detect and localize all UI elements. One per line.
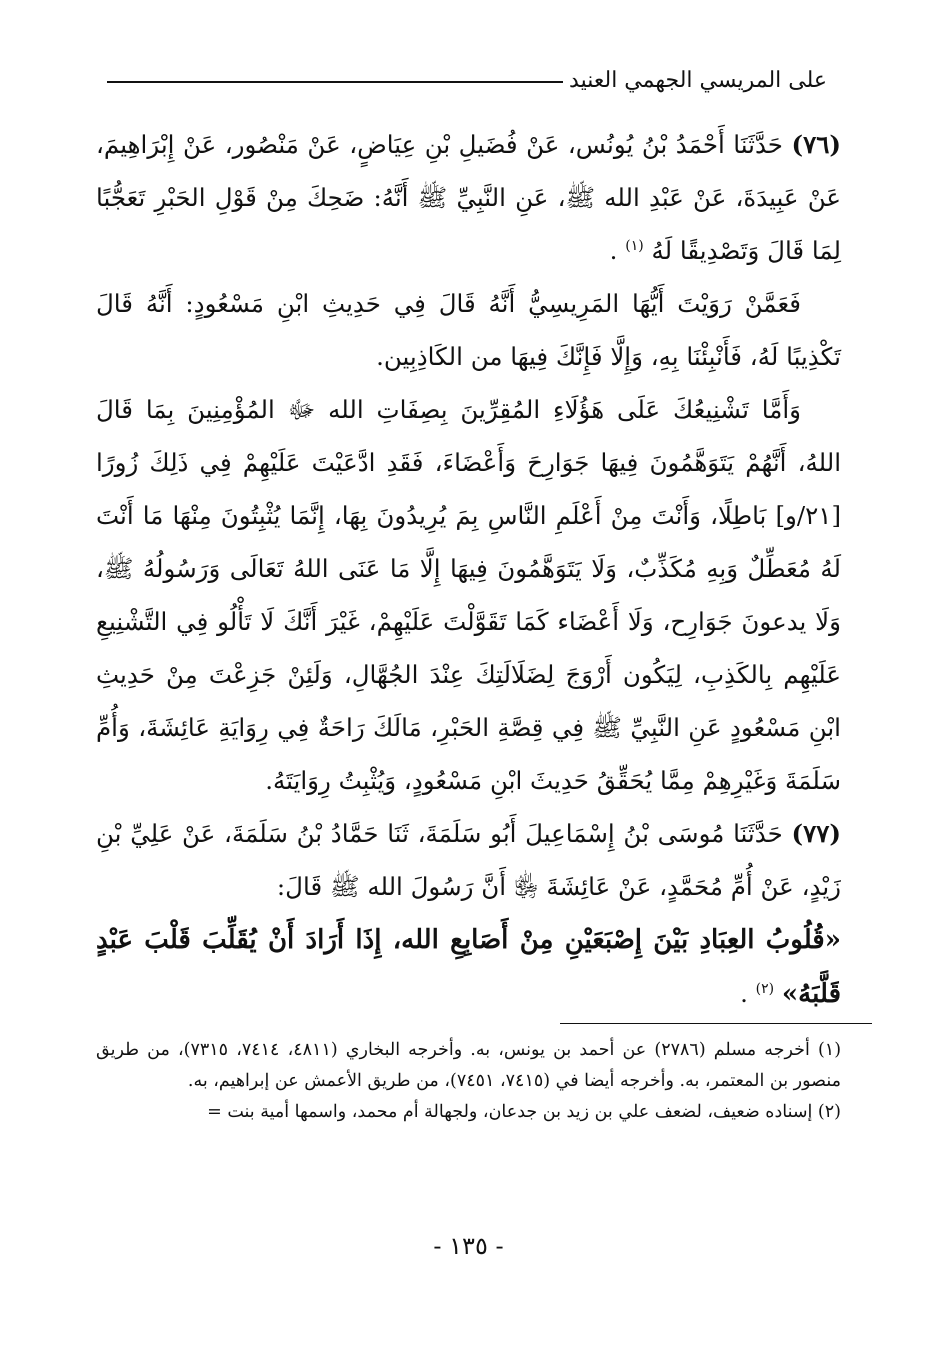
footnotes-block [96, 1035, 841, 1128]
footnote-1: (١) أخرجه مسلم (٢٧٨٦) عن أحمد بن يونس، به. وأخرجه البخاري (٤٨١١، ٧٤١٤، ٧٣١٥)، من طريق منصور بن المعتمر، به. وأخرجه أيضا في (٧٤١٥، ٧٤٥١)، من طريق الأعمش عن إبراهيم، به. [96, 1040, 842, 1091]
sentence-end: . [740, 979, 748, 1008]
footnote-separator [560, 1023, 872, 1024]
hadith-text: حَدَّثَنَا أَحْمَدُ بْنُ يُونُس، عَنْ فُضَيلِ بْنِ عِيَاضٍ، عَنْ مَنْصُور، عَنْ إِبْرَاهِيمَ، عَنْ عَبِيدَةَ، عَنْ عَبْدِ الله ﷺ، عَنِ النَّبِيِّ ﷺ أَنَّهُ: ضَحِكَ مِنْ قَوْلِ الحَبْرِ تَعَجُّبًا لِمَا قَالَ وَتَصْدِيقًا لَهُ [96, 130, 841, 265]
footnote-ref[interactable]: (١) [625, 237, 644, 254]
sentence-end: . [609, 236, 618, 265]
paragraph-text: فَعَمَّنْ رَوَيْتَ أَيُّهَا المَرِيسِيُّ أَنَّهُ قَالَ فِي حَدِيثِ ابْنِ مَسْعُودٍ: أَنَّهُ قَالَ تَكْذِيبًا لَهُ، فَأَنْبِئْنَا بِهِ، وَإِلَّا فَإِنَّكَ فِيهَا من الكَاذِبِين. [96, 289, 841, 371]
paragraph-text: وَأَمَّا تَشْنِيعُكَ عَلَى هَؤُلَاءِ المُقِرِّينَ بِصِفَاتِ الله ﷻ المُؤْمِنِينَ بِمَا قَالَ اللهُ، أَنَّهُمْ يَتَوَهَّمُونَ فِيهَا جَوَارِحَ وَأَعْضَاءَ، فَقَدِ ادَّعَيْتَ عَلَيْهِمْ فِي ذَلِكَ زُورًا [٢١/و] بَاطِلًا، وَأَنْتَ مِنْ أَعْلَمِ النَّاسِ بِمَ يُرِيدُونَ بِهَا، إِنَّمَا يُثْبِتُونَ مِنْهَا مَا أَنْتَ لَهُ مُعَطِّلٌ وَبِهِ مُكَذِّبٌ، وَلَا يَتَوَهَّمُونَ فِيهَا إِلَّا مَا عَنَى اللهُ تَعَالَى وَرَسُولُهُ ﷺ، وَلَا يدعونَ جَوَارِح، وَلَا أَعْضَاء كَمَا تَقَوَّلْتَ عَلَيْهِمْ، غَيْرَ أَنَّكَ لَا تَأْلُو فِي التَّشْنِيعِ عَلَيْهِم بِالكَذِبِ، لِيَكُون أَرْوَجَ لِضَلَالَتِكَ عِنْدَ الجُهَّالِ، وَلَئِنْ جَزِعْتَ مِنْ حَدِيثِ ابْنِ مَسْعُودٍ عَنِ النَّبِيِّ ﷺ فِي قِصَّةِ الحَبْرِ، مَالَكَ رَاحَةٌ فِي رِوَايَةِ عَائِشَةَ، وَأُمِّ سَلَمَةَ وَغَيْرِهِمْ مِمَّا يُحَقِّقُ حَدِيثَ ابْنِ مَسْعُودٍ، وَيُثْبِتُ رِوَايَتَهُ. [96, 395, 841, 795]
running-head-title: على المريسي الجهمي العنيد [569, 67, 827, 93]
prophetic-quote [96, 913, 841, 1021]
page-number: - ١٣٥ - [433, 1232, 504, 1260]
footnote-2: (٢) إسناده ضعيف، لضعف علي بن زيد بن جدعان، ولجهالة أم محمد، واسمها أمية بنت = [207, 1102, 841, 1122]
hadith-paragraph-77 [96, 807, 841, 913]
running-header [107, 62, 827, 98]
main-text-block [96, 118, 841, 1021]
hadith-number: (٧٧) [791, 819, 841, 848]
commentary-paragraph [96, 383, 841, 807]
hadith-paragraph-76 [96, 118, 841, 277]
hadith-text: حَدَّثَنَا مُوسَى بْنُ إِسْمَاعِيلَ أَبُو سَلَمَةَ، ثَنَا حَمَّادُ بْنُ سَلَمَةَ، عَنْ عَلِيِّ بْنِ زَيْدٍ، عَنْ أُمِّ مُحَمَّدٍ، عَنْ عَائِشَةَ ﵂ أَنَّ رَسُولَ الله ﷺ قَالَ: [96, 819, 841, 901]
footnote-ref[interactable]: (٢) [755, 980, 775, 997]
commentary-paragraph [96, 277, 841, 383]
quote-text: «قُلُوبُ العِبَادِ بَيْنَ إِصْبَعَيْنِ مِنْ أَصَابِعِ الله، إِذَا أَرَادَ أَنْ يُقَلِّبَ قَلْبَ عَبْدٍ قَلَّبَهُ» [96, 925, 841, 1009]
hadith-number: (٧٦) [791, 130, 841, 159]
header-rule [107, 81, 563, 83]
